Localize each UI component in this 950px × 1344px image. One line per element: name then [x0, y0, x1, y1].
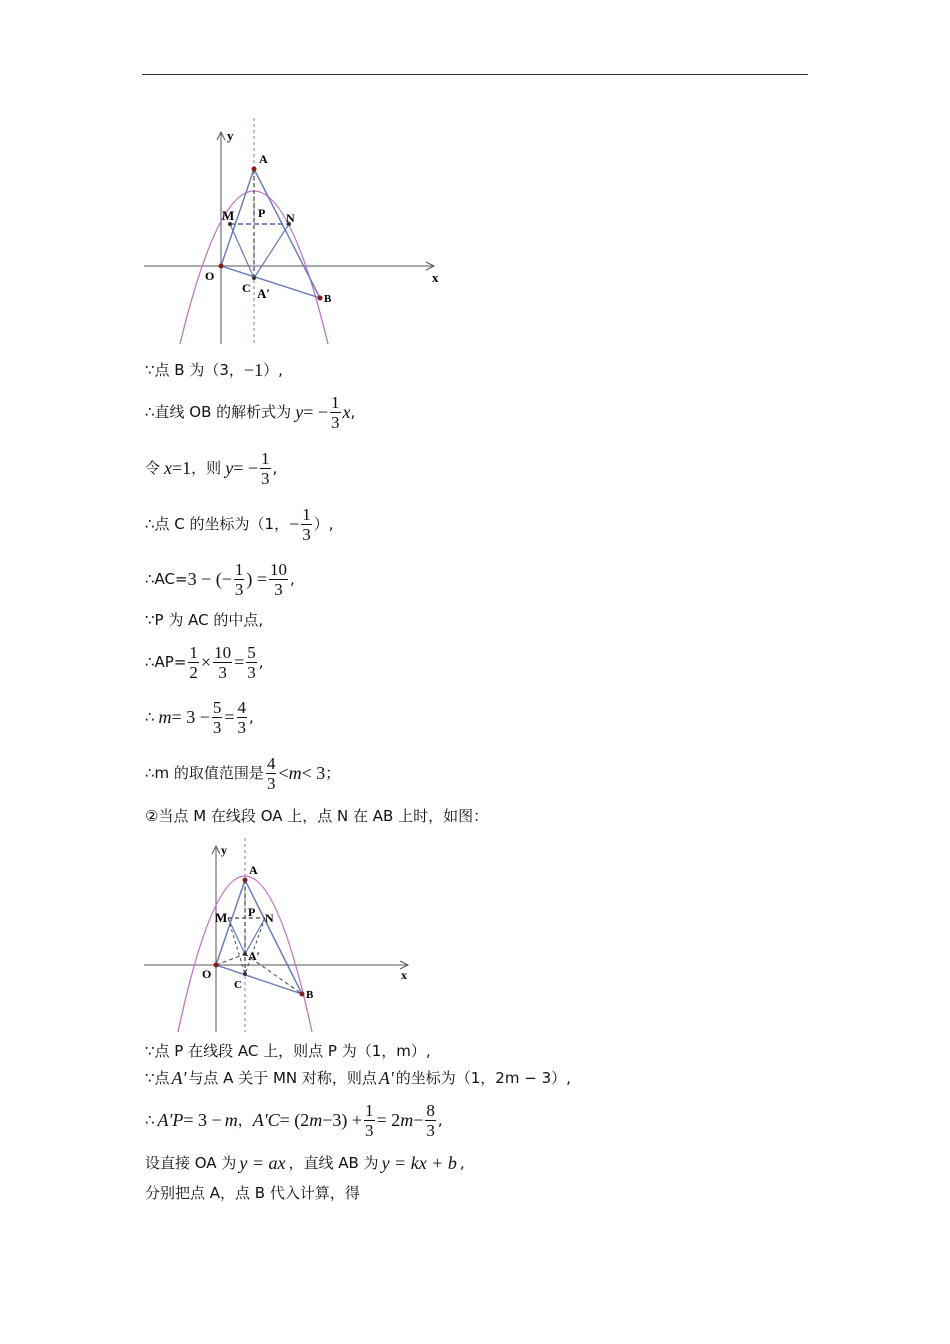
fraction: $\frac{1}{3}$ [302, 504, 311, 544]
point-O [219, 264, 224, 269]
line-3: 令 x =1 ，则 y = − $\frac{1}{3}$ , [145, 448, 278, 488]
line-2: ∴直线 OB 的解析式为 y = − $\frac{1}{3}$ x , [145, 392, 356, 432]
line-1: ∵点 B 为（3， −1 ）, [145, 360, 283, 380]
segment-MA2 [228, 918, 245, 954]
label-y: y [227, 128, 234, 143]
label-C: C [234, 979, 242, 991]
fraction: $\frac{1}{2}$ [189, 642, 198, 682]
label-x: x [401, 968, 407, 982]
point-A-prime [243, 952, 247, 956]
figure-2 [140, 838, 430, 1038]
label-A: A [259, 152, 268, 166]
line-4: ∴点 C 的坐标为（1， − $\frac{1}{3}$ ）, [145, 504, 334, 544]
fraction: $\frac{4}{3}$ [266, 753, 276, 793]
point-C [243, 972, 247, 976]
label-M: M [222, 208, 235, 223]
label-x: x [432, 270, 439, 285]
line-6: ∵P 为 AC 的中点, [145, 611, 264, 629]
fraction: $\frac{10}{3}$ [270, 559, 288, 599]
segment-NA2 [254, 224, 289, 278]
label-O: O [205, 269, 215, 283]
line-15: 分别把点 A，点 B 代入计算，得 [145, 1184, 360, 1202]
label-y: y [221, 843, 227, 857]
fraction: $\frac{1}{3}$ [331, 392, 340, 432]
label-N: N [265, 911, 274, 925]
label-O: O [202, 967, 212, 981]
segment-N-C [245, 918, 265, 974]
point-O [214, 963, 219, 968]
label-M: M [215, 910, 228, 925]
segment-M-C [228, 918, 245, 974]
label-A-prime: A′ [257, 286, 271, 301]
label-B: B [324, 293, 332, 305]
fraction: $\frac{1}{3}$ [261, 448, 270, 488]
line-11: ∵点 P 在线段 AC 上，则点 P 为（1，m）, [145, 1042, 431, 1060]
line-14: 设直接 OA 为 y = ax ，直线 AB 为 y = kx + b , [145, 1153, 465, 1173]
line-10: ②当点 M 在线段 OA 上，点 N 在 AB 上时，如图： [145, 807, 489, 825]
line-12: ∵点 A' 与点 A 关于 MN 对称，则点 A' 的坐标为（1，2m − 3）, [145, 1068, 571, 1088]
label-B: B [306, 989, 314, 1001]
point-C [252, 276, 256, 280]
label-A-prime: A′ [248, 949, 261, 963]
header-rule [142, 74, 808, 75]
line-7: ∴AP= $\frac{1}{2}$ × $\frac{10}{3}$ = $\frac{5}{3}$ , [145, 642, 264, 682]
point-A [252, 167, 257, 172]
label-A: A [249, 863, 258, 877]
line-5: ∴AC= 3 − (− $\frac{1}{3}$ ) = $\frac{10}{3}$ , [145, 559, 295, 599]
label-P: P [248, 905, 256, 919]
fraction: $\frac{5}{3}$ [247, 642, 256, 682]
fraction: $\frac{1}{3}$ [234, 559, 244, 599]
segment-OB [221, 266, 320, 298]
line-8: ∴ m = 3 − $\frac{5}{3}$ = $\frac{4}{3}$ , [145, 697, 254, 737]
point-B [318, 296, 323, 301]
fraction: $\frac{5}{3}$ [212, 697, 222, 737]
line-9: ∴m 的取值范围是 $\frac{4}{3}$ < m < 3 ； [145, 753, 341, 793]
segment-AB [254, 169, 320, 298]
line-13: ∴ A'P = 3 − m ， A'C = (2 m −3) + $\frac{1}{3}$ = 2 m − $\frac{8}{3}$ , [145, 1100, 443, 1140]
fraction: $\frac{4}{3}$ [237, 697, 247, 737]
label-P: P [258, 206, 266, 220]
fraction: $\frac{1}{3}$ [365, 1100, 374, 1140]
figure-1 [140, 118, 450, 348]
point-A [243, 878, 248, 883]
fraction: $\frac{8}{3}$ [426, 1100, 435, 1140]
label-C: C [242, 281, 251, 295]
segment-AB [245, 880, 302, 994]
fraction: $\frac{10}{3}$ [214, 642, 232, 682]
label-N: N [286, 211, 295, 225]
point-B [300, 992, 305, 997]
